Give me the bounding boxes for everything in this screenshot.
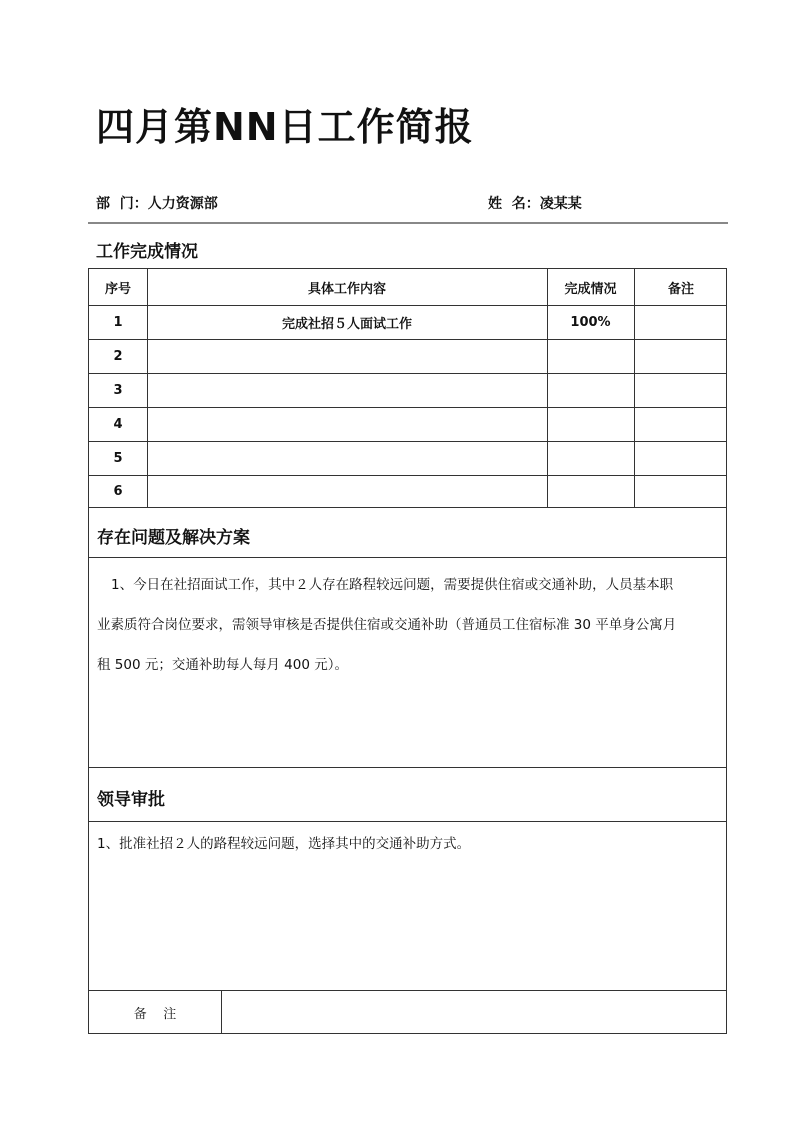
- header-index: 序号: [104, 281, 131, 297]
- report-title: 四月第NN日工作简报: [96, 105, 474, 149]
- name-label: 姓 名：: [488, 196, 540, 212]
- issues-text: [97, 565, 719, 685]
- issues-section-title: 存在问题及解决方案: [97, 528, 250, 548]
- row-2-content: [147, 339, 547, 373]
- department-label: 部 门：: [96, 196, 148, 212]
- row-1-remark: [634, 305, 728, 339]
- report-table: [88, 268, 727, 1034]
- row-1-index: 1: [113, 314, 123, 330]
- row-1-status: 100%: [570, 314, 611, 330]
- approval-section-title: 领导审批: [97, 790, 165, 810]
- approval-text: [97, 824, 719, 864]
- row-6-index: 6: [113, 483, 123, 499]
- header-status: 完成情况: [564, 281, 617, 297]
- department-field: [96, 193, 218, 213]
- row-4-index: 4: [113, 416, 123, 432]
- row-5-index: 5: [113, 450, 123, 466]
- row-6-remark: [634, 475, 728, 507]
- issues-line: 租 500 元；交通补助每人每月 400 元）。: [97, 657, 348, 673]
- approval-line: 1、批准社招２人的路程较远问题，选择其中的交通补助方式。: [97, 836, 471, 852]
- header-remark: 备注: [667, 281, 694, 297]
- row-2-index: 2: [113, 348, 123, 364]
- row-6-status: [547, 475, 634, 507]
- header-divider: [88, 222, 728, 224]
- row-6-content: [147, 475, 547, 507]
- row-5-remark: [634, 441, 728, 475]
- issues-line: 业素质符合岗位要求，需领导审核是否提供住宿或交通补助（普通员工住宿标准 30 平单身公寓月: [97, 617, 677, 633]
- header-content: 具体工作内容: [307, 281, 386, 297]
- name-value: 凌某某: [539, 196, 582, 212]
- row-5-status: [547, 441, 634, 475]
- row-2-status: [547, 339, 634, 373]
- issues-line: 1、今日在社招面试工作，其中２人存在路程较远问题，需要提供住宿或交通补助，人员基本职: [111, 577, 674, 593]
- section-divider: [89, 767, 726, 768]
- footer-remark-label: 备 注: [133, 1006, 177, 1022]
- work-section-title: 工作完成情况: [96, 242, 198, 262]
- row-4-content: [147, 407, 547, 441]
- row-3-remark: [634, 373, 728, 407]
- footer-remark-value: [221, 990, 728, 1034]
- row-5-content: [147, 441, 547, 475]
- row-3-index: 3: [113, 382, 123, 398]
- name-field: [488, 193, 582, 213]
- row-3-content: [147, 373, 547, 407]
- department-value: 人力资源部: [147, 196, 218, 212]
- row-4-remark: [634, 407, 728, 441]
- row-3-status: [547, 373, 634, 407]
- section-divider: [89, 557, 726, 558]
- section-divider: [89, 507, 726, 508]
- section-divider: [89, 821, 726, 822]
- row-1-content: 完成社招５人面试工作: [281, 316, 412, 332]
- row-2-remark: [634, 339, 728, 373]
- row-4-status: [547, 407, 634, 441]
